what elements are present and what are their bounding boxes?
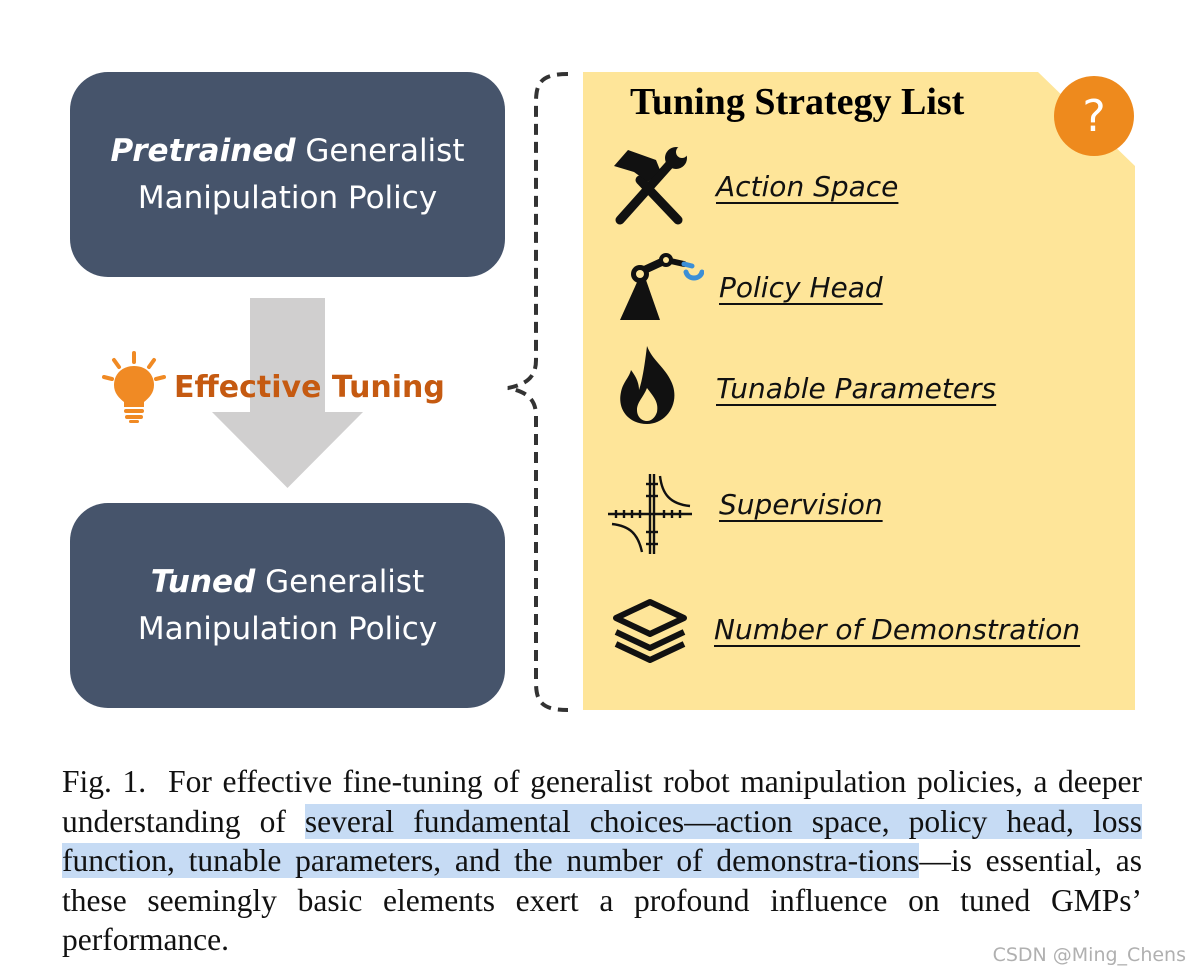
effective-tuning-label [100,342,445,432]
lightbulb-icon [100,351,168,423]
strategy-item-tunable-parameters[interactable]: Tunable Parameters [716,372,997,405]
tuned-box-line1 [151,559,424,606]
pretrained-policy-box [70,72,505,277]
pretrained-emphasis: Pretrained [110,132,296,169]
panel-title: Tuning Strategy List [630,81,965,123]
caption-label: Fig. 1. [62,764,147,799]
watermark: CSDN @Ming_Chens [992,944,1186,966]
pretrained-line1-rest: Generalist [295,132,465,169]
hyperbola-graph-icon [606,472,694,556]
caption-text-part2: —is essential, as these seemingly basic elements exert a profound influence on tuned GMPs’ performance. [62,843,1143,957]
layers-stack-icon [610,598,690,664]
effective-tuning-text: Effective Tuning [174,369,445,405]
curly-brace [500,70,575,715]
robot-arm-icon [614,250,704,322]
caption-text-part1: For effective fine-tuning of generalist robot manipulation policies, a deeper understanding of [62,764,1142,839]
caption-highlighted-text: several fundamental choices—action space, policy head, loss function, tunable parameters, and the number of demonstra-tions [62,803,1142,878]
hammer-wrench-icon [604,144,694,226]
strategy-item-supervision[interactable]: Supervision [719,488,883,521]
pretrained-box-line1 [111,128,465,175]
figure-caption [62,762,1142,960]
strategy-item-number-of-demonstration[interactable]: Number of Demonstration [714,613,1081,646]
tuned-box-line2: Manipulation Policy [137,610,438,647]
strategy-item-policy-head[interactable]: Policy Head [719,271,883,304]
tuned-emphasis: Tuned [150,563,256,600]
pretrained-box-line2: Manipulation Policy [137,179,438,216]
strategy-item-action-space[interactable]: Action Space [716,170,899,203]
tuned-line1-rest: Generalist [255,563,425,600]
help-badge[interactable]: ? [1054,76,1134,156]
flame-icon [617,344,679,426]
tuned-policy-box [70,503,505,708]
